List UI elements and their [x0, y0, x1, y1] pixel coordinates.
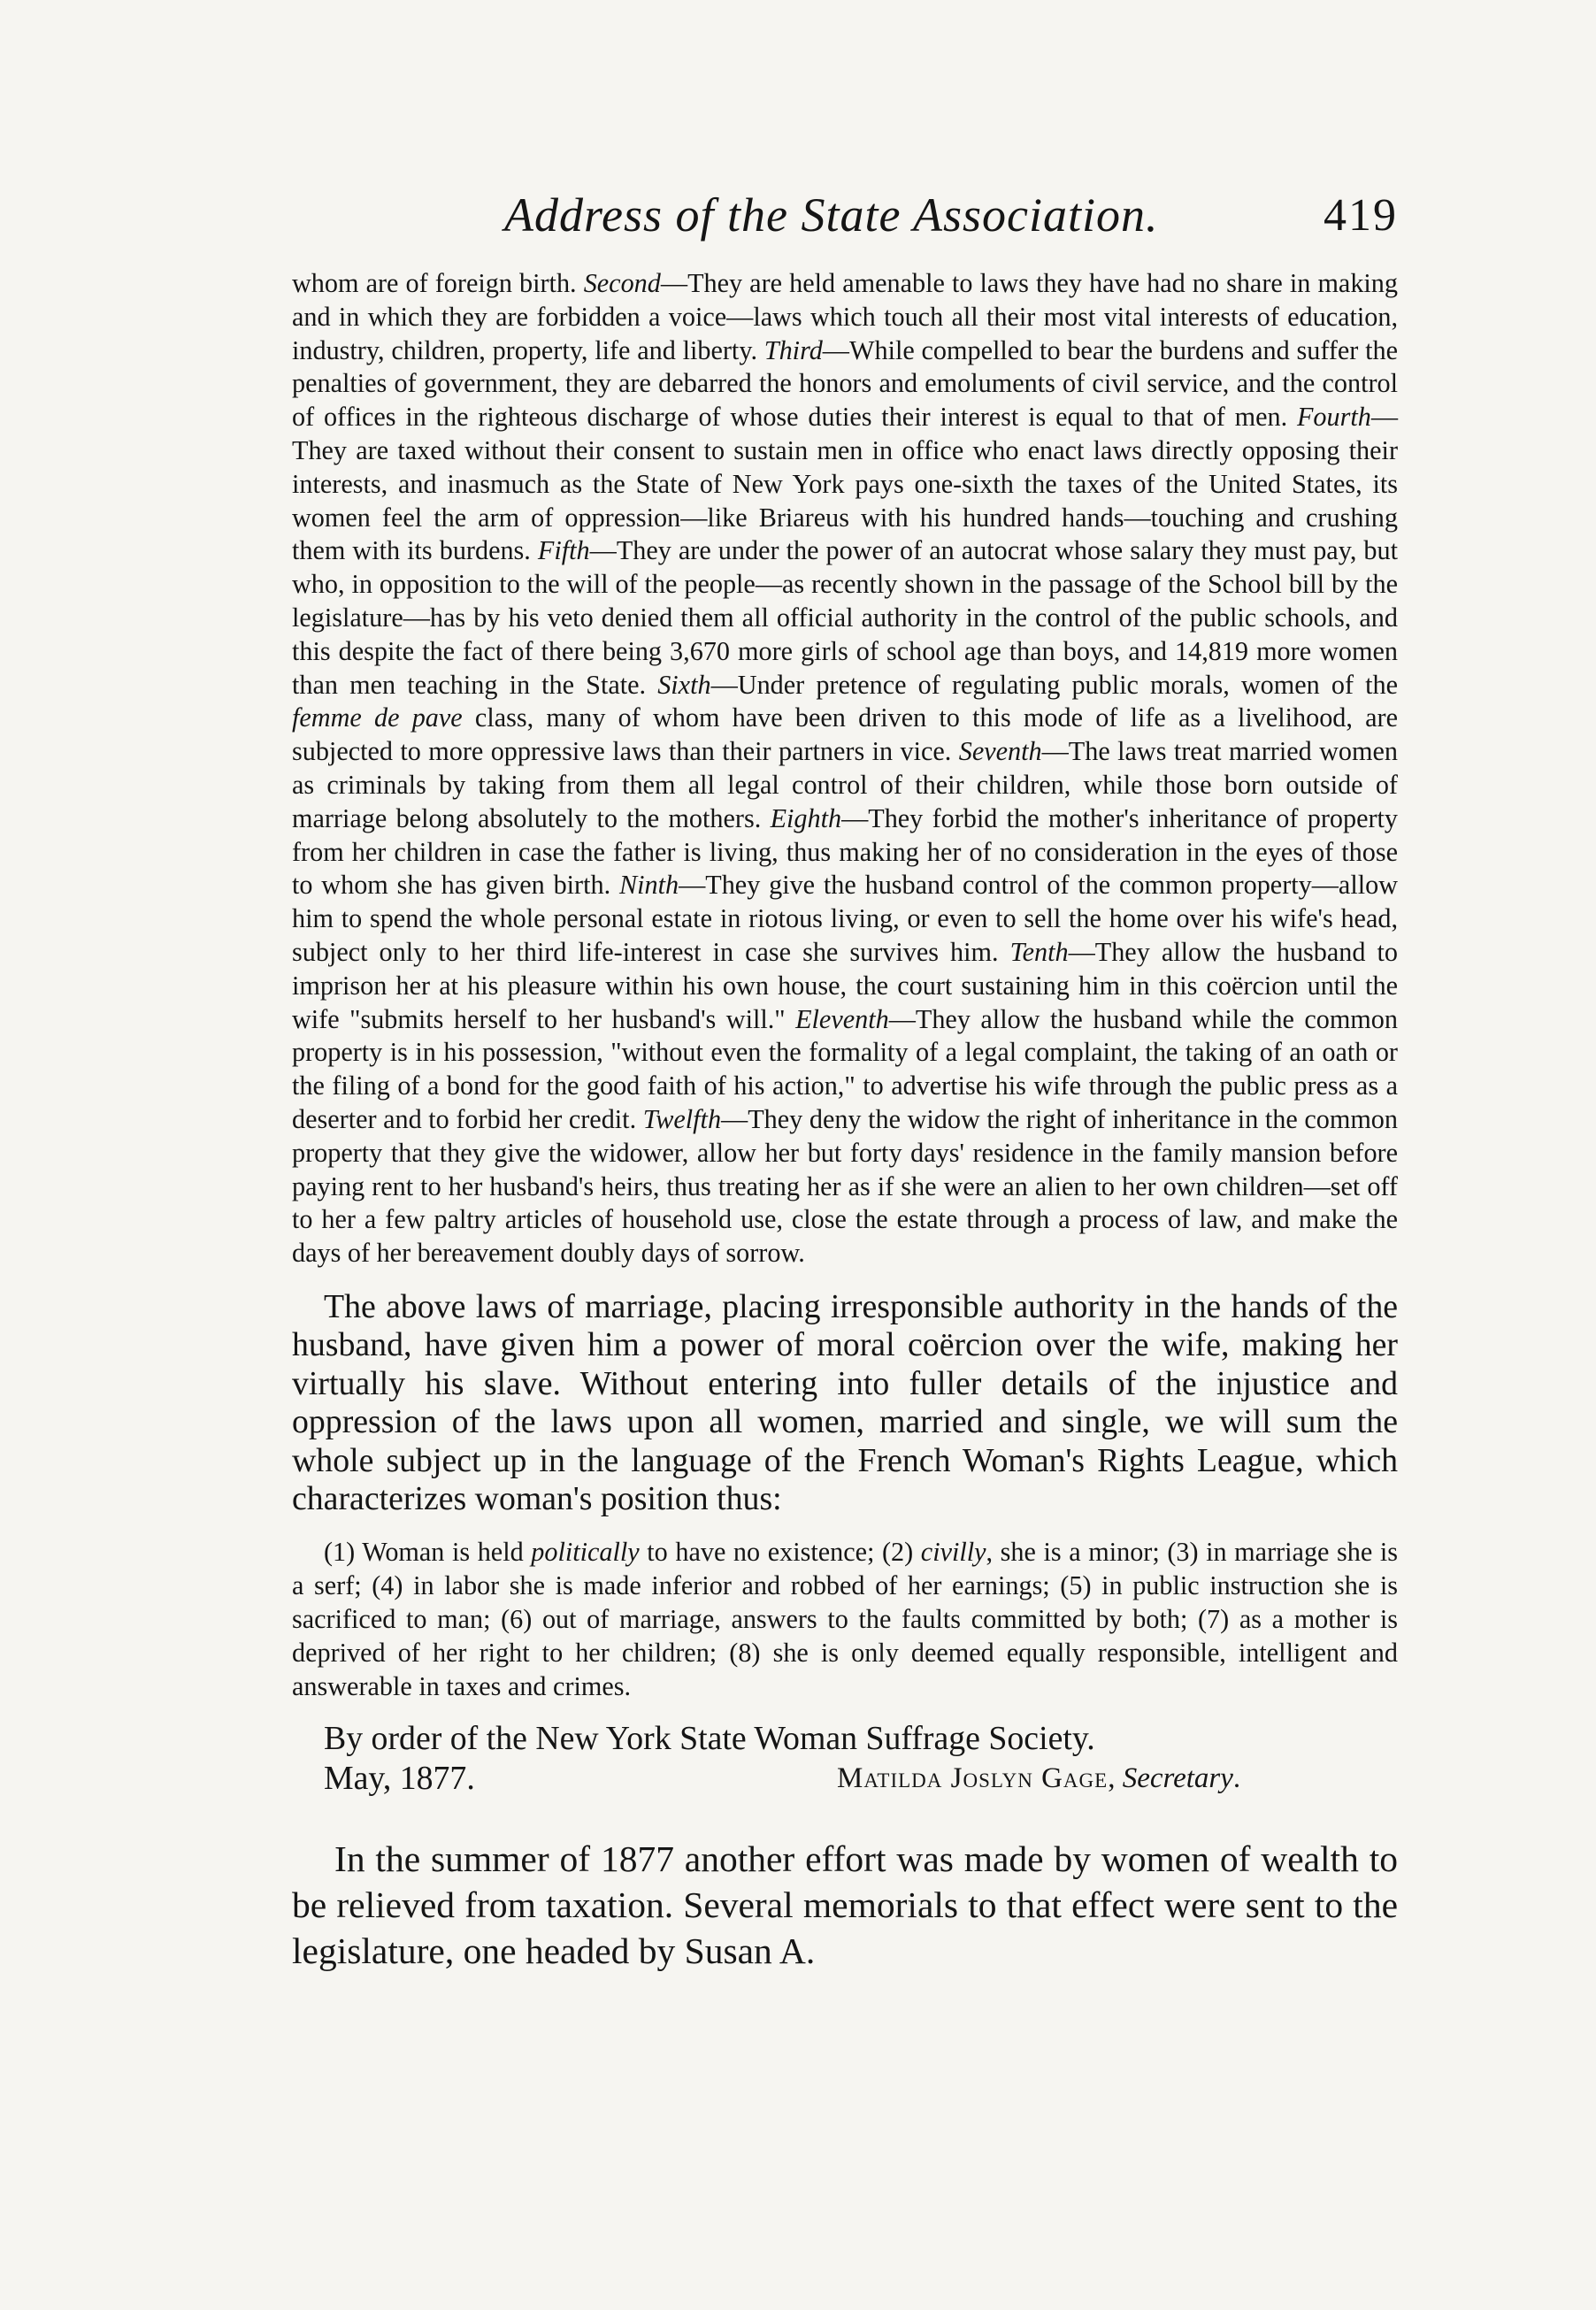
grievance-text: whom are of foreign birth.: [292, 268, 584, 298]
running-header: [292, 188, 1398, 267]
grievance-heading: Eleventh: [795, 1003, 889, 1034]
order-line: By order of the New York State Woman Suffrage Society.: [324, 1719, 1095, 1757]
grievance-text: —They allow the husband while the common property is in his possession, "without even the formality of a legal complaint, the taking of an oath or the filing of a bond for the good faith of his action," to advertise his wife through the public press as a deserter and to forbid her credit.: [292, 1003, 1398, 1134]
grievance-text: —The laws treat married women as criminals by taking from them all legal control of their children, while those born outside of marriage belong absolutely to the mothers.: [292, 736, 1398, 833]
grievance-heading: Sixth: [657, 669, 711, 700]
grievance-heading: Twelfth: [642, 1103, 722, 1134]
grievance-heading: Fourth: [1296, 402, 1371, 433]
signature-title: Secretary: [1122, 1761, 1233, 1794]
grievance-heading: Second: [583, 268, 661, 298]
grievance-text: —They are under the power of an autocrat whose salary they must pay, but who, in opposition to the will of the people—as recently shown in the passage of the School bill by the legislature—has by his veto denied them all official authority in the control of the public schools, and this despite the fact of there being 3,670 more girls of school age than boys, and 14,819 more women than men teaching in the State.: [292, 535, 1399, 700]
book-page: [292, 188, 1398, 1974]
grievance-text: —They give the husband control of the common property—allow him to spend the whole personal estate in riotous living, or even to sell the home over his wife's head, subject only to her third life-interest in case she survives him.: [292, 870, 1398, 967]
summer-1877-paragraph: In the summer of 1877 another effort was made by women of wealth to be relieved from taxation. Several memorials to that effect were sent to the legislature, one headed by Susan A.: [292, 1838, 1398, 1971]
grievance-text: —They are held amenable to laws they have had no share in making and in which they are forbidden a voice—laws which touch all their most vital interests of education, industry, children, property, life and liberty.: [292, 268, 1398, 365]
date: May, 1877.: [324, 1759, 475, 1797]
grievance-text: —They are taxed without their consent to sustain men in office who enact laws directly opposing their interests, and inasmuch as the State of New York pays one-sixth the taxes of the United States, its women feel the arm of oppression—like Briareus with his hundred hands—touching and crushing them with its burdens.: [292, 402, 1398, 566]
grievance-text: —They allow the husband to imprison her at his pleasure within his own house, the court sustaining him in this coërcion until the wife "submits herself to her husband's will.": [292, 936, 1398, 1034]
grievance-text: class, many of whom have been driven to this mode of life as a livelihood, are subjected to more oppressive laws than their partners in vice.: [292, 702, 1398, 767]
grievance-heading: Eighth: [770, 802, 842, 833]
marriage-laws-paragraph: The above laws of marriage, placing irresponsible authority in the hands of the husband, have given him a power of moral coërcion over the wife, making her virtually his slave. Without entering into fuller details of the injustice and oppression of the laws upon all women, married and single, we will sum the whole subject up in the language of the French Woman's Rights League, which characterizes woman's position thus:: [292, 1287, 1398, 1518]
italic-word: politically: [531, 1536, 640, 1567]
french-league-quote: [292, 1535, 1398, 1703]
signature-line: [324, 1758, 1398, 1799]
grievance-text: —Under pretence of regulating public morals, women of the: [710, 669, 1398, 700]
grievance-heading: Third: [763, 334, 823, 365]
grievance-heading: Seventh: [958, 736, 1042, 767]
quote-text: to have no existence; (2): [639, 1536, 921, 1567]
signature-name: Matilda Joslyn Gage: [837, 1761, 1109, 1794]
quote-text: (1) Woman is held: [324, 1536, 532, 1567]
italic-phrase: femme de pave: [292, 702, 463, 733]
grievance-heading: Fifth: [537, 535, 590, 566]
italic-word: civilly: [920, 1536, 986, 1567]
grievance-heading: Ninth: [618, 870, 679, 901]
grievances-paragraph: [292, 267, 1398, 1270]
grievance-heading: Tenth: [1009, 936, 1069, 967]
running-title: Address of the State Association.: [504, 188, 1159, 242]
grievance-text: —They deny the widow the right of inheritance in the common property that they give the widower, allow her but forty days' residence in the family mansion before paying rent to her husband's heirs, thus treating her as if she were an alien to her own children—set off to her a few paltry articles of household use, close the estate through a process of law, and make the days of her bereavement doubly days of sorrow.: [292, 1103, 1398, 1269]
grievance-text: —While compelled to bear the burdens and suffer the penalties of government, they are debarred the honors and emoluments of civil service, and the control of offices in the righteous discharge of whose duties their interest is equal to that of men.: [292, 334, 1399, 433]
page-number: 419: [1324, 190, 1398, 241]
grievance-text: —They forbid the mother's inheritance of property from her children in case the father is living, thus making her of no consideration in the eyes of those to whom she has given birth.: [292, 802, 1399, 901]
quote-text: , she is a minor; (3) in marriage she is a serf; (4) in labor she is made inferior and robbed of her earnings; (5) in public instruction she is sacrificed to man; (6) out of marriage, answers to the faults committed by both; (7) as a mother is deprived of her right to her children; (8) she is only deemed equally responsible, intelligent and answerable in taxes and crimes.: [292, 1536, 1399, 1701]
signature: Matilda Joslyn Gage, Secretary.: [837, 1761, 1241, 1794]
